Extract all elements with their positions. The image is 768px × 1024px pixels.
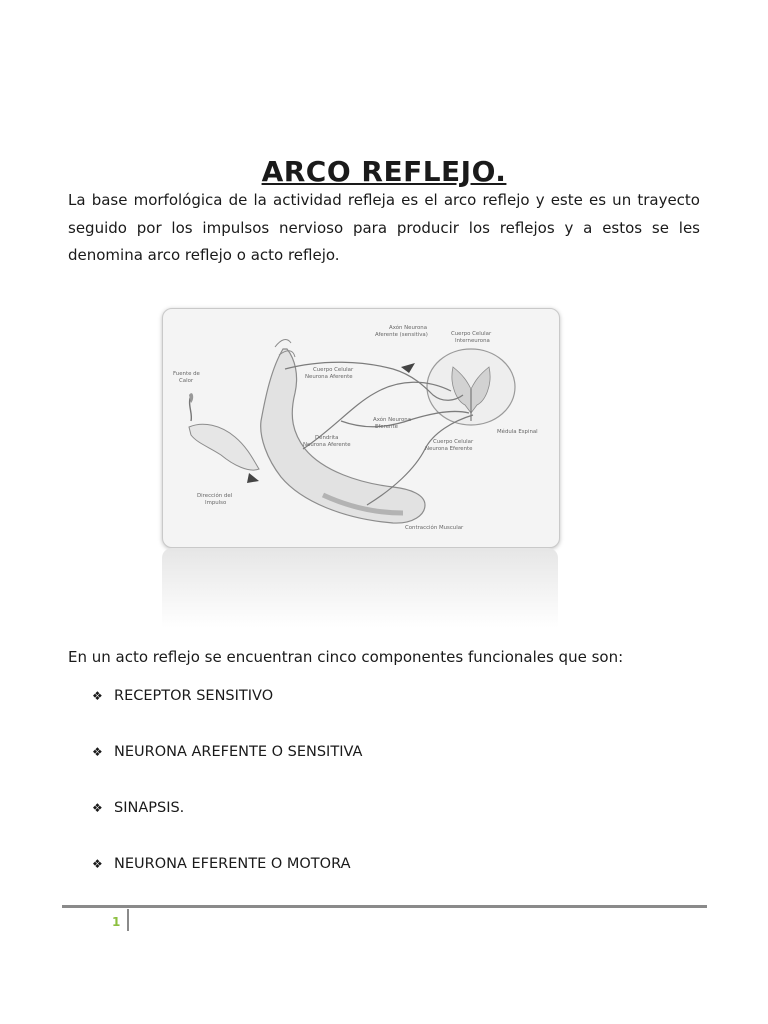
list-item (92, 742, 362, 798)
reflex-arc-illustration (163, 309, 559, 547)
impulse-direction-arrow-icon (247, 473, 259, 483)
components-list (92, 686, 362, 910)
label-afferent-body: Cuerpo Celular Neurona Aferente (305, 367, 354, 380)
label-spinal-cord: Médula Espinal (497, 429, 538, 435)
page-title: ARCO REFLEJO. (261, 154, 507, 188)
list-item-label: RECEPTOR SENSITIVO (114, 688, 274, 704)
label-muscle-contraction: Contracción Muscular (405, 525, 464, 531)
list-item-label: NEURONA AREFENTE O SENSITIVA (114, 744, 363, 760)
reflex-arc-figure (162, 308, 560, 548)
diamond-bullet-icon: ❖ (92, 801, 103, 815)
diamond-bullet-icon: ❖ (92, 745, 103, 759)
label-afferent-axon: Axón Neurona Aferente (sensitiva) (375, 325, 428, 338)
pointing-hand-drawing (189, 393, 259, 470)
label-efferent-body: Cuerpo Celular Neurona Eferente (425, 439, 474, 452)
list-item-label: NEURONA EFERENTE O MOTORA (114, 856, 351, 872)
page-number: 1 (112, 915, 121, 929)
list-item (92, 854, 362, 910)
label-dendrite: Dendrita Neurona Aferente (303, 435, 351, 448)
list-item (92, 798, 362, 854)
list-item-label: SINAPSIS. (114, 800, 185, 816)
diamond-bullet-icon: ❖ (92, 857, 103, 871)
figure-reflection (162, 548, 558, 628)
lead-sentence: En un acto reflejo se encuentran cinco componentes funcionales que son: (68, 648, 624, 666)
footer-rule (62, 905, 707, 908)
label-interneuron-body: Cuerpo Celular Interneurona (451, 331, 492, 344)
label-impulse-direction: Dirección del Impulso (197, 493, 233, 506)
impulse-arrow-icon (401, 363, 415, 373)
label-efferent-axon: Axón Neurona Eferente (373, 417, 412, 430)
label-heat-source: Fuente de Calor (173, 371, 200, 384)
page-number-divider (127, 909, 129, 931)
list-item (92, 686, 362, 742)
intro-paragraph: La base morfológica de la actividad refleja es el arco reflejo y este es un trayecto seguido por los impulsos nervioso para producir los reflejos y a estos se les denomina arco reflejo o acto reflejo. (68, 191, 700, 264)
diamond-bullet-icon: ❖ (92, 689, 103, 703)
